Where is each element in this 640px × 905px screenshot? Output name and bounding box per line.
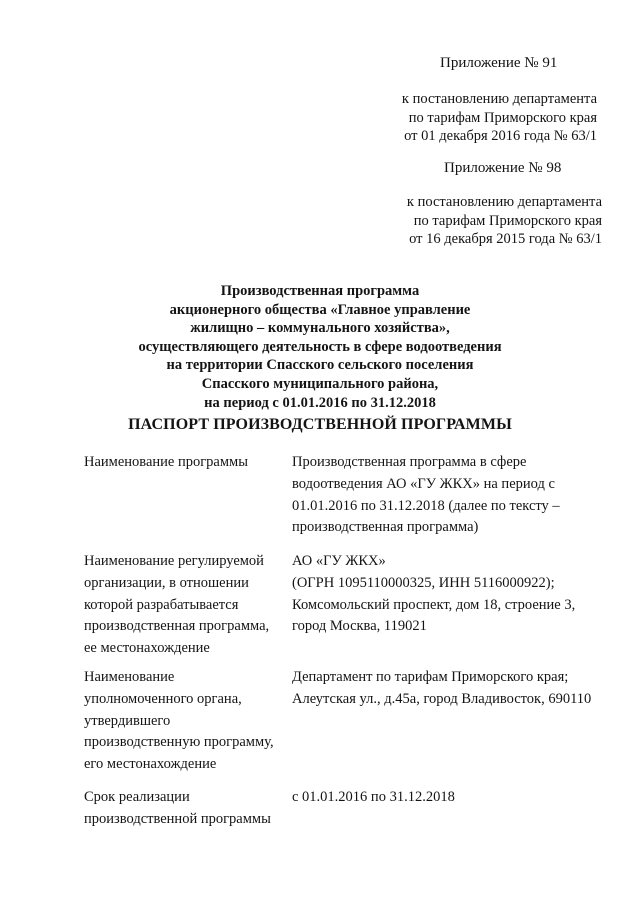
row-label-line: Наименование <box>84 669 175 685</box>
appendix-98-title: Приложение № 98 <box>444 160 562 176</box>
row-label-line: ее местонахождение <box>84 640 210 657</box>
row-label-line: производственной программы <box>84 810 271 827</box>
program-title-line: Производственная программа <box>220 283 420 299</box>
appendix-98-line: от 16 декабря 2015 года № 63/1 <box>409 231 602 247</box>
row-label <box>84 787 284 831</box>
program-title-line: осуществляющего деятельность в сфере водоотведения <box>138 338 502 355</box>
row-label-line: производственную программу, <box>84 734 274 751</box>
appendix-98-reference <box>407 193 602 249</box>
row-value-line: с 01.01.2016 по 31.12.2018 <box>292 789 455 805</box>
row-label-line: Наименование программы <box>84 454 248 470</box>
row-label <box>84 452 284 474</box>
row-value-line: Департамент по тарифам Приморского края; <box>292 669 569 685</box>
passport-heading: ПАСПОРТ ПРОИЗВОДСТВЕННОЙ ПРОГРАММЫ <box>128 416 512 433</box>
row-label-line: Наименование регулируемой <box>84 553 264 569</box>
row-label-line: Срок реализации <box>84 789 190 805</box>
row-label-line: которой разрабатывается <box>84 596 239 613</box>
appendix-91-reference <box>402 90 597 146</box>
row-value <box>292 551 622 638</box>
program-title-line: на период с 01.01.2016 по 31.12.2018 <box>204 394 436 411</box>
row-label-line: производственная программа, <box>84 618 270 635</box>
program-title-line: на территории Спасского сельского поселения <box>166 357 474 374</box>
appendix-91-title: Приложение № 91 <box>440 55 558 71</box>
row-label-line: утвердившего <box>84 712 171 729</box>
row-value-line: Производственная программа в сфере <box>292 454 527 470</box>
appendix-91-line: от 01 декабря 2016 года № 63/1 <box>404 128 597 144</box>
appendix-98-line: по тарифам Приморского края <box>413 212 602 229</box>
row-value-line: Алеутская ул., д.45а, город Владивосток, 690110 <box>292 690 592 707</box>
program-title-line: акционерного общества «Главное управление <box>169 301 471 318</box>
row-label <box>84 667 284 776</box>
row-value-line: 01.01.2016 по 31.12.2018 (далее по тексту – <box>292 497 560 514</box>
row-value-line: производственная программа) <box>292 519 479 536</box>
row-value-line: АО «ГУ ЖКХ» <box>292 553 386 569</box>
program-title-line: жилищно – коммунального хозяйства», <box>190 320 450 337</box>
row-value-line: Комсомольский проспект, дом 18, строение 3, <box>292 596 576 613</box>
row-value <box>292 787 622 809</box>
row-value <box>292 452 622 539</box>
program-title-line: Спасского муниципального района, <box>201 375 439 392</box>
row-value-line: (ОГРН 1095110000325, ИНН 5116000922); <box>292 574 555 591</box>
row-label-line: его местонахождение <box>84 756 217 773</box>
row-value-line: город Москва, 119021 <box>292 618 427 635</box>
row-label <box>84 551 284 660</box>
row-value-line: водоотведения АО «ГУ ЖКХ» на период с <box>292 475 555 492</box>
program-title <box>70 282 570 412</box>
appendix-91-line: по тарифам Приморского края <box>408 109 597 126</box>
row-value <box>292 667 622 711</box>
appendix-91-line: к постановлению департамента <box>401 91 597 107</box>
row-label-line: организации, в отношении <box>84 574 249 591</box>
appendix-98-line: к постановлению департамента <box>406 194 602 210</box>
row-label-line: уполномоченного органа, <box>84 690 242 707</box>
